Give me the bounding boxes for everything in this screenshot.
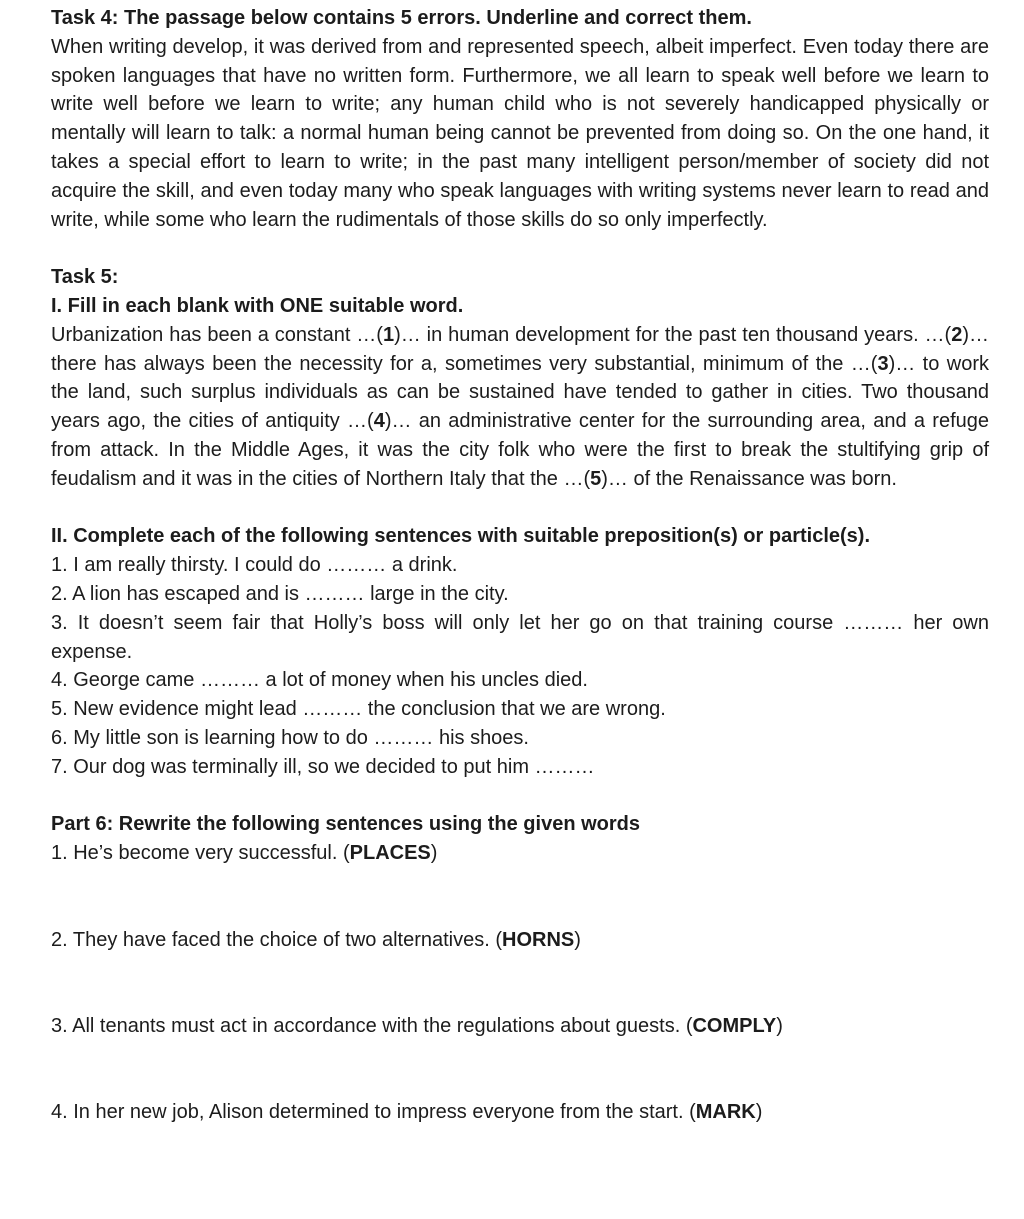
blank-number-2: 2: [951, 323, 963, 346]
rewrite-item-4: [51, 1098, 989, 1127]
answer-space: [51, 954, 989, 1012]
sentence-item: 5. New evidence might lead ……… the conclusion that we are wrong.: [51, 698, 666, 721]
keyword: MARK: [695, 1101, 756, 1124]
sentence-item: 1. I am really thirsty. I could do ……… a drink.: [51, 554, 458, 577]
task5-part2-heading: II. Complete each of the following sentences with suitable preposition(s) or particle(s).: [51, 525, 871, 548]
keyword: PLACES: [349, 842, 431, 865]
rewrite-item-2: [51, 926, 989, 955]
blank-number-1: 1: [382, 323, 395, 346]
spacer: [51, 494, 989, 523]
rewrite-sentence: 2. They have faced the choice of two alternatives. (: [51, 928, 502, 951]
blank-number-4: 4: [373, 410, 385, 433]
bracket: ): [574, 928, 581, 951]
answer-space: [51, 868, 989, 926]
rewrite-sentence: 1. He’s become very successful. (: [51, 842, 350, 865]
worksheet-page: [51, 4, 989, 1127]
task4-heading: Task 4: The passage below contains 5 errors. Underline and correct them.: [51, 7, 752, 29]
sentence-item: 4. George came ……… a lot of money when his uncles died.: [51, 669, 588, 692]
task5-part1-heading: I. Fill in each blank with ONE suitable word.: [51, 294, 464, 317]
blank-number-3: 3: [877, 352, 889, 375]
task4-passage: When writing develop, it was derived from and represented speech, albeit imperfect. Even today there are spoken languages that have no written form. Furthermore, we all learn to speak well before we learn to write well before we learn to write; any human child who is not severely handicapped physically or mentally will learn to talk: a normal human being cannot be prevented from doing so. On the one hand, it takes a special effort to learn to write; in the past many intelligent person/member of society did not acquire the skill, and even today many who speak languages with writing systems never learn to read and write, while some who learn the rudimentals of those skills do so only imperfectly.: [51, 35, 989, 231]
bracket: ): [430, 842, 438, 865]
passage-text: Urbanization has been a constant …(: [51, 323, 383, 346]
passage-text: )… an administrative center for the surrounding area, and a refuge from attack. In the Middle Ages, it was the city folk who were the first to break the stultifying grip of feudalism and it was in the cities of Northern Italy that the …(: [51, 410, 989, 490]
sentence-item: 3. It doesn’t seem fair that Holly’s boss will only let her go on that training course ……… her own expense.: [51, 611, 989, 663]
passage-text: )… in human development for the past ten thousand years. …(: [394, 323, 952, 346]
rewrite-item-3: [51, 1012, 989, 1041]
spacer: [51, 782, 989, 811]
passage-text: )… there has always been the necessity for a, sometimes very substantial, minimum of the …(: [51, 323, 989, 375]
spacer: [51, 234, 989, 263]
bracket: ): [776, 1014, 783, 1037]
keyword: HORNS: [502, 928, 575, 951]
rewrite-sentence: 3. All tenants must act in accordance with the regulations about guests. (: [51, 1014, 693, 1037]
sentence-item: 7. Our dog was terminally ill, so we decided to put him ………: [51, 755, 595, 778]
passage-text: )… to work the land, such surplus individuals as can be sustained have tended to gather in cities. Two thousand years ago, the cities of antiquity …(: [51, 352, 990, 433]
rewrite-sentence: 4. In her new job, Alison determined to impress everyone from the start. (: [51, 1101, 696, 1124]
sentence-item: 6. My little son is learning how to do ……… his shoes.: [51, 726, 529, 749]
bracket: ): [755, 1101, 763, 1124]
rewrite-item-1: [51, 839, 989, 868]
task5-heading: Task 5:: [51, 266, 119, 289]
part6-heading: Part 6: Rewrite the following sentences using the given words: [51, 813, 640, 836]
sentence-item: 2. A lion has escaped and is ……… large in the city.: [51, 582, 509, 605]
blank-number-5: 5: [590, 467, 602, 490]
task5-part1-passage: [51, 321, 989, 494]
passage-text: )… of the Renaissance was born.: [601, 467, 897, 490]
answer-space: [51, 1041, 989, 1099]
keyword: COMPLY: [692, 1014, 777, 1037]
